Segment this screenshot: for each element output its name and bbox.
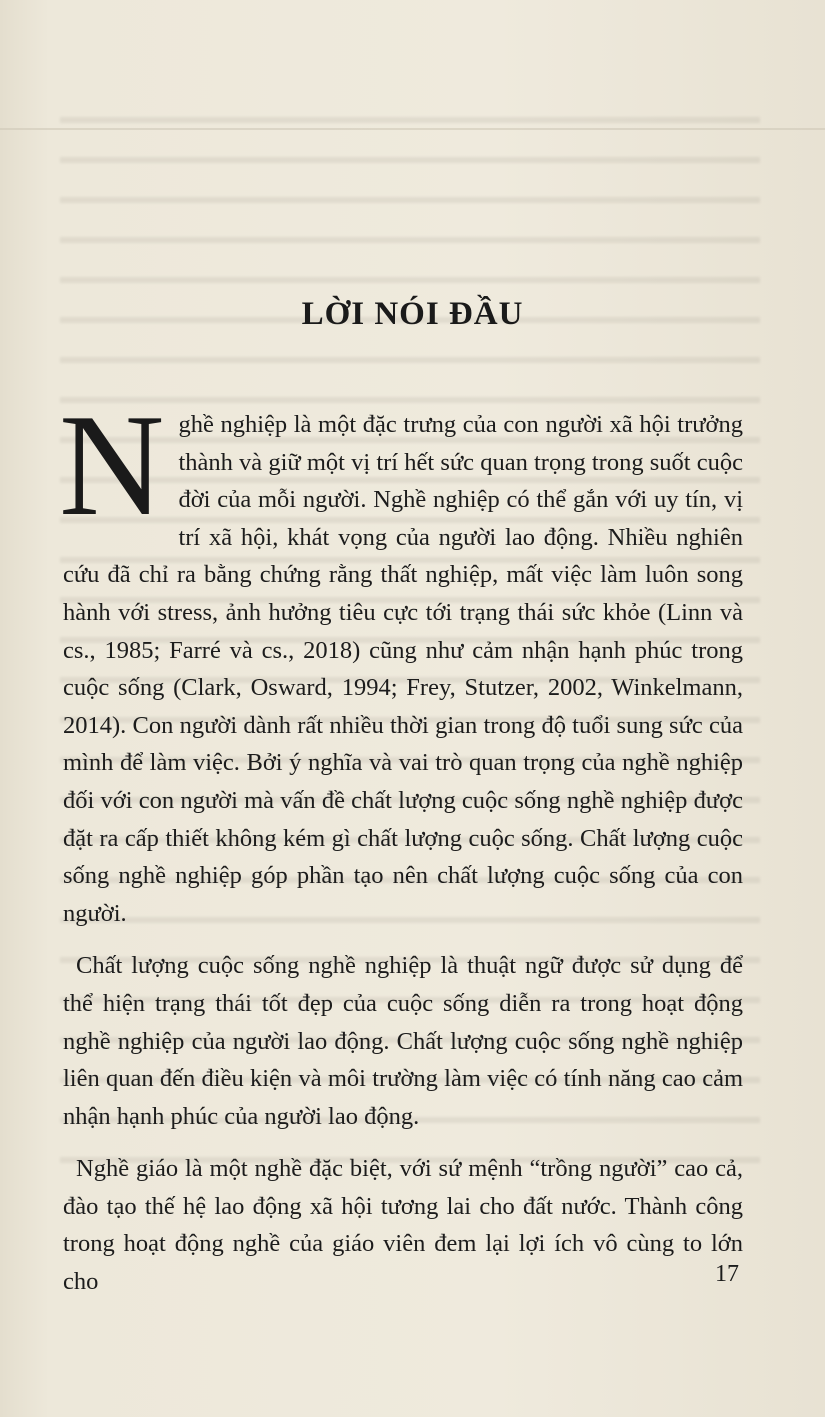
drop-cap: N — [59, 384, 165, 546]
page-number: 17 — [715, 1261, 739, 1287]
paragraph-1 — [59, 384, 743, 932]
body-text — [59, 384, 743, 1316]
paragraph-2: Chất lượng cuộc sống nghề nghiệp là thuật ngữ được sử dụng để thể hiện trạng thái tốt đẹp của cuộc sống diễn ra trong hoạt động nghề nghiệp của người lao động. Chất lượng cuộc sống nghề nghiệp liên quan đến điều kiện và môi trường làm việc có tính năng cao cảm nhận hạnh phúc của người lao động. — [63, 952, 743, 1130]
paragraph-3: Nghề giáo là một nghề đặc biệt, với sứ mệnh “trồng người” cao cả, đào tạo thế hệ lao động xã hội tương lai cho đất nước. Thành công trong hoạt động nghề của giáo viên đem lại lợi ích vô cùng to lớn cho — [63, 1155, 743, 1296]
paragraph-1-text: ghề nghiệp là một đặc trưng của con người xã hội trưởng thành và giữ một vị trí hết sức quan trọng trong suốt cuộc đời của mỗi người. Nghề nghiệp có thể gắn với uy tín, vị trí xã hội, khát vọng của người lao động. Nhiều nghiên cứu đã chỉ ra bằng chứng rằng thất nghiệp, mất việc làm luôn song hành với stress, ảnh hưởng tiêu cực tới trạng thái sức khỏe (Linn và cs., 1985; Farré và cs., 2018) cũng như cảm nhận hạnh phúc trong cuộc sống (Clark, Osward, 1994; Frey, Stutzer, 2002, Winkelmann, 2014). Con người dành rất nhiều thời gian trong độ tuổi sung sức của mình để làm việc. Bởi ý nghĩa và vai trò quan trọng của nghề nghiệp đối với con người mà vấn đề chất lượng cuộc sống nghề nghiệp được đặt ra cấp thiết không kém gì chất lượng cuộc sống. Chất lượng cuộc sống nghề nghiệp góp phần tạo nên chất lượng cuộc sống của con người. — [63, 411, 743, 927]
page-title: LỜI NÓI ĐẦU — [301, 296, 524, 332]
header-rule-show-through — [0, 128, 825, 130]
